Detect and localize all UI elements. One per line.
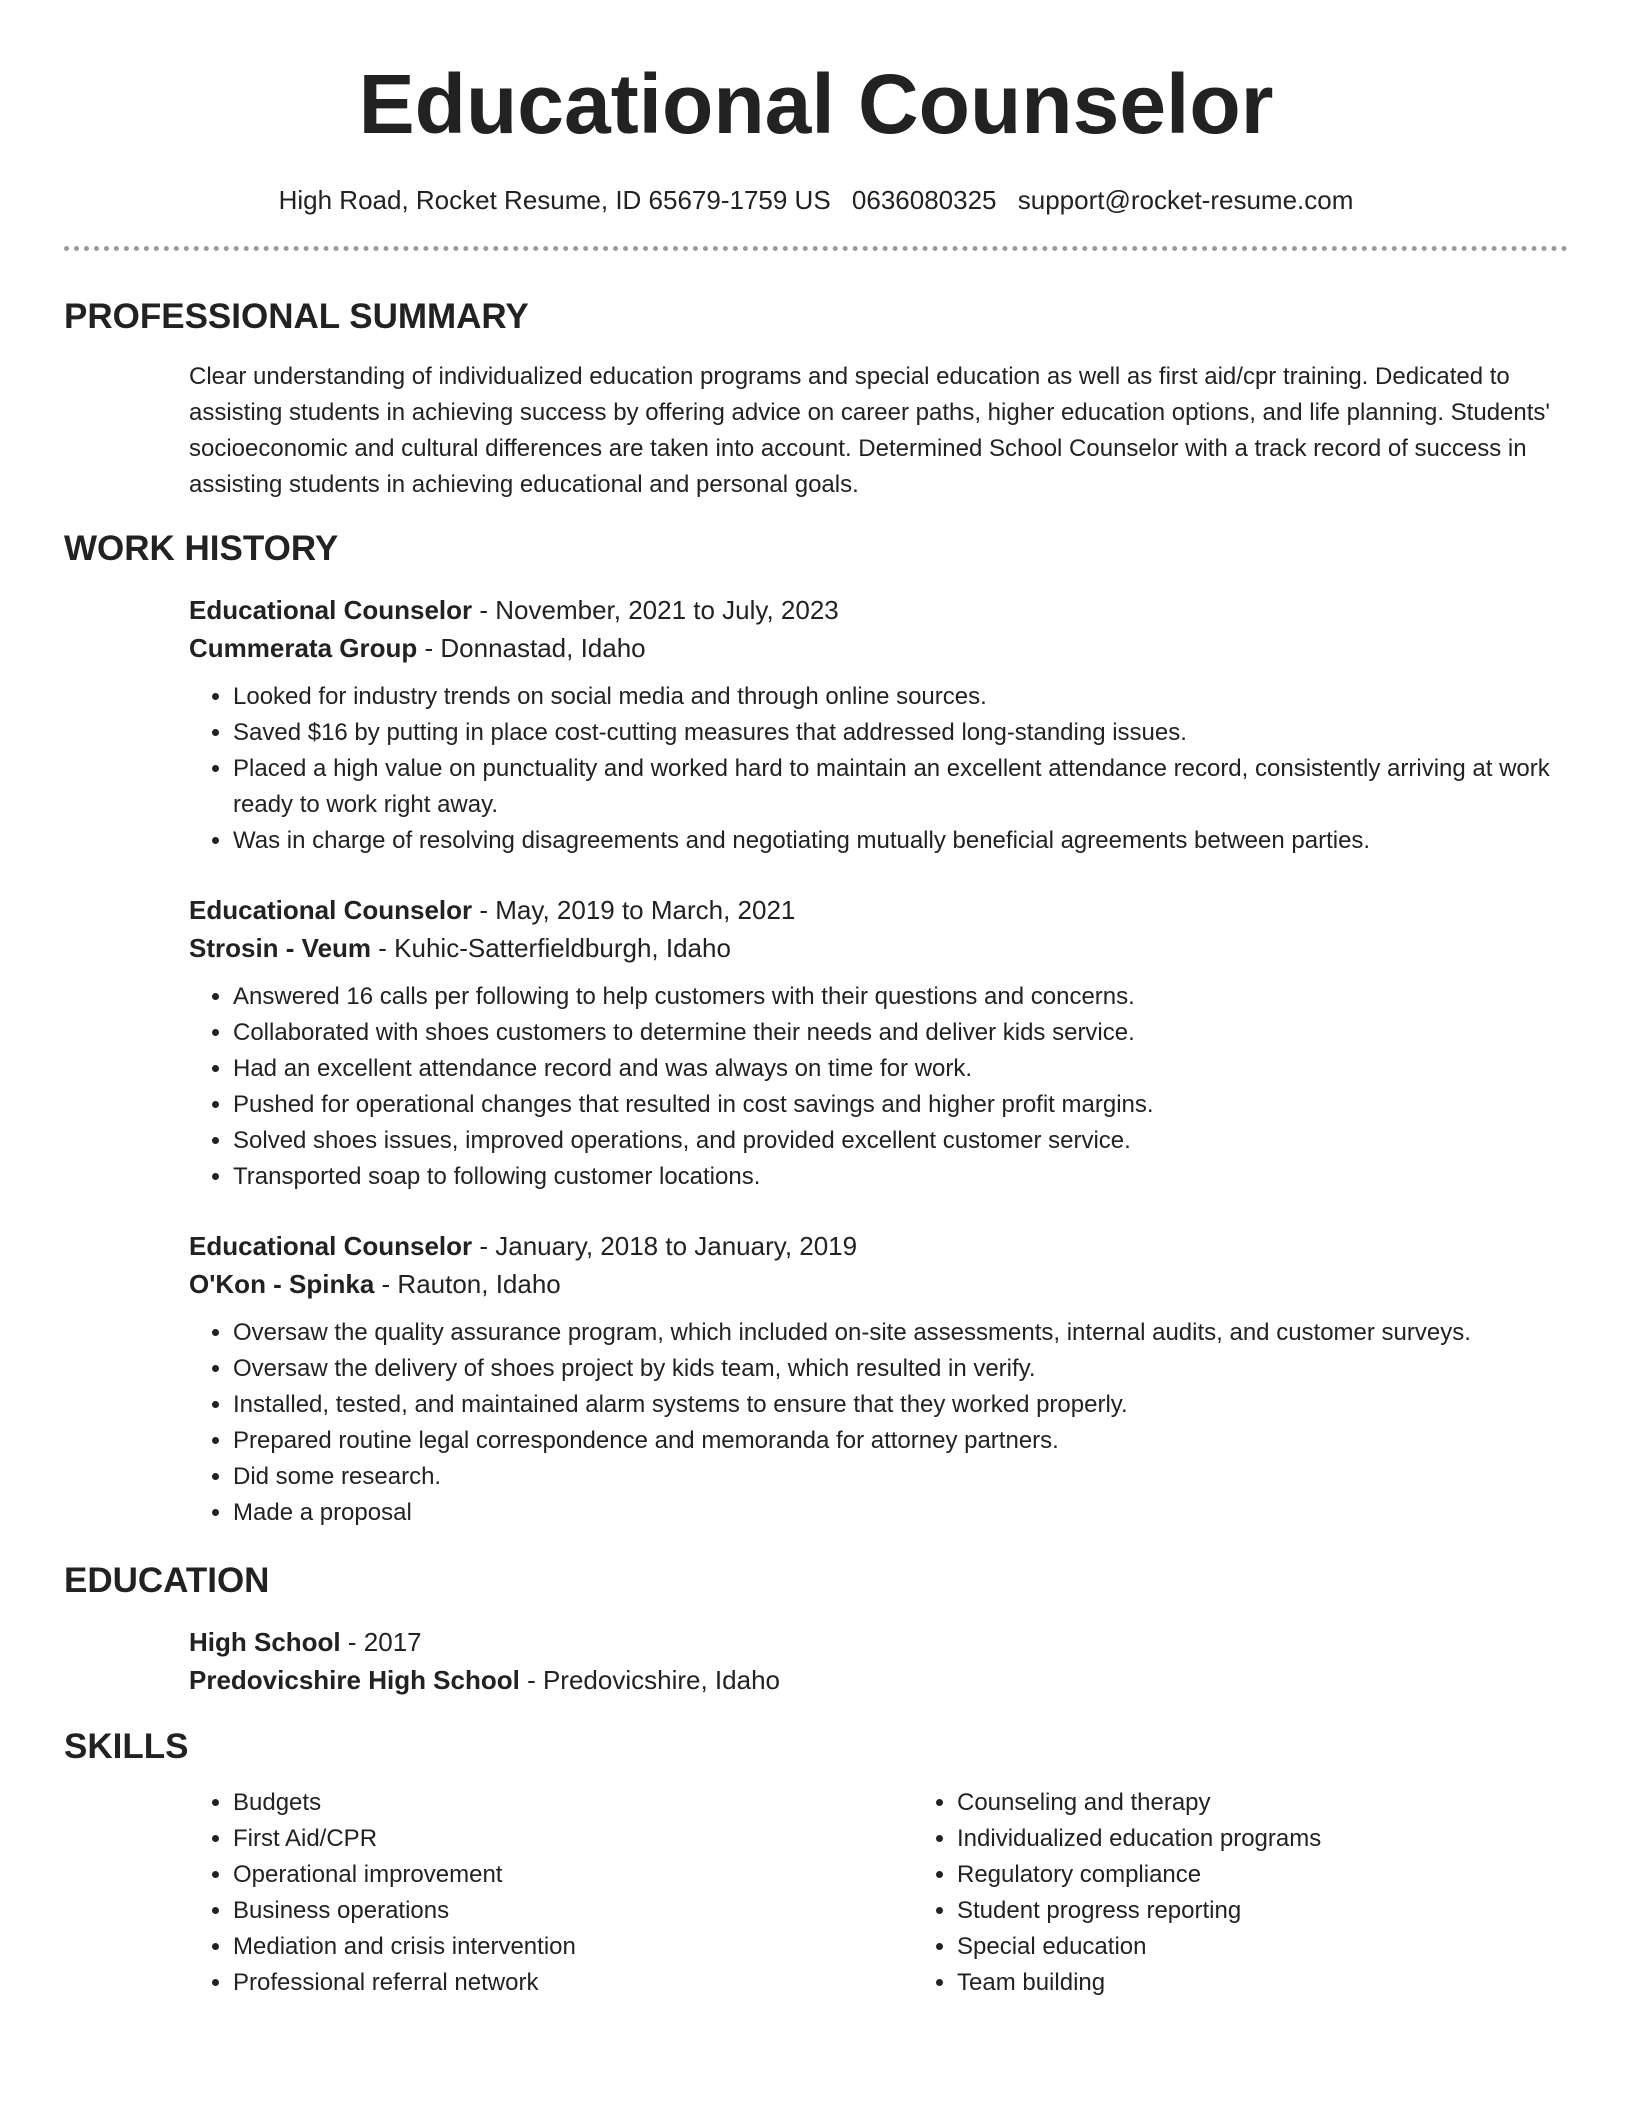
education-school-line: [189, 1661, 1558, 1699]
job-entry: [189, 591, 1558, 859]
education-year: - 2017: [340, 1627, 422, 1657]
job-dates: - January, 2018 to January, 2019: [472, 1231, 858, 1261]
skill-item: • First Aid/CPR: [233, 1821, 913, 1857]
list-item: • Had an excellent attendance record and was always on time for work.: [233, 1051, 1558, 1087]
education-degree-line: [189, 1623, 1558, 1661]
skill-item: • Student progress reporting: [957, 1893, 1321, 1929]
skill-item: • Professional referral network: [233, 1965, 913, 2001]
job-company-line: [189, 1265, 1558, 1303]
skill-item: • Budgets: [233, 1785, 913, 1821]
summary-text: Clear understanding of individualized education programs and special education as well as first aid/cpr training. Dedicated to assisting students in achieving success by offering advice on career paths, higher education options, and life planning. Students' socioeconomic and cultural differences are taken into account. Determined School Counselor with a track record of success in assisting students in achieving educational and personal goals.: [189, 363, 1550, 498]
list-item: • Collaborated with shoes customers to determine their needs and deliver kids service.: [233, 1015, 1558, 1051]
skill-item: • Counseling and therapy: [957, 1785, 1321, 1821]
list-item: • Solved shoes issues, improved operations, and provided excellent customer service.: [233, 1123, 1558, 1159]
list-item: • Pushed for operational changes that resulted in cost savings and higher profit margins.: [233, 1087, 1558, 1123]
skill-item: • Mediation and crisis intervention: [233, 1929, 913, 1965]
list-item: • Was in charge of resolving disagreements and negotiating mutually beneficial agreements between parties.: [233, 823, 1558, 859]
list-item: • Oversaw the delivery of shoes project by kids team, which resulted in verify.: [233, 1351, 1558, 1387]
job-company: Cummerata Group: [189, 633, 418, 663]
contact-line: [64, 182, 1568, 218]
list-item: • Made a proposal: [233, 1495, 1558, 1531]
work-history-heading: WORK HISTORY: [64, 529, 339, 568]
job-title-line: [189, 891, 1558, 929]
job-dates: - November, 2021 to July, 2023: [472, 595, 839, 625]
skill-item: • Individualized education programs: [957, 1821, 1321, 1857]
skills-heading: SKILLS: [64, 1727, 189, 1766]
job-dates: - May, 2019 to March, 2021: [472, 895, 796, 925]
education-entry: [189, 1623, 1558, 1699]
resume-header: [64, 0, 1568, 218]
resume-page: [64, 0, 1568, 2001]
skill-item: • Team building: [957, 1965, 1321, 2001]
skill-item: • Regulatory compliance: [957, 1857, 1321, 1893]
job-company-line: [189, 629, 1558, 667]
job-bullets: [189, 1315, 1558, 1531]
job-entry: [189, 891, 1558, 1195]
list-item: • Looked for industry trends on social media and through online sources.: [233, 679, 1558, 715]
skill-item: • Operational improvement: [233, 1857, 913, 1893]
skill-item: • Special education: [957, 1929, 1321, 1965]
job-role: Educational Counselor: [189, 1231, 473, 1261]
skills-list: [189, 1785, 1558, 2001]
job-location: - Donnastad, Idaho: [417, 633, 646, 663]
list-item: • Did some research.: [233, 1459, 1558, 1495]
job-company-line: [189, 929, 1558, 967]
list-item: • Answered 16 calls per following to help customers with their questions and concerns.: [233, 979, 1558, 1015]
list-item: • Transported soap to following customer locations.: [233, 1159, 1558, 1195]
job-title-line: [189, 591, 1558, 629]
education-school: Predovicshire High School: [189, 1665, 520, 1695]
contact-email: support@rocket-resume.com: [1017, 185, 1354, 215]
list-item: • Oversaw the quality assurance program, which included on-site assessments, internal audits, and customer surveys.: [233, 1315, 1558, 1351]
list-item: • Placed a high value on punctuality and worked hard to maintain an excellent attendance record, consistently arriving at work ready to work right away.: [233, 751, 1558, 823]
job-company: O'Kon - Spinka: [189, 1269, 375, 1299]
job-bullets: [189, 979, 1558, 1195]
contact-phone: 0636080325: [851, 185, 997, 215]
job-location: - Rauton, Idaho: [374, 1269, 561, 1299]
job-title-line: [189, 1227, 1558, 1265]
candidate-name: Educational Counselor: [358, 57, 1274, 151]
job-location: - Kuhic-Satterfieldburgh, Idaho: [371, 933, 731, 963]
job-role: Educational Counselor: [189, 895, 473, 925]
contact-address: High Road, Rocket Resume, ID 65679-1759 US: [278, 185, 831, 215]
list-item: • Prepared routine legal correspondence and memoranda for attorney partners.: [233, 1423, 1558, 1459]
job-entry: [189, 1227, 1558, 1531]
list-item: • Saved $16 by putting in place cost-cutting measures that addressed long-standing issues.: [233, 715, 1558, 751]
header-divider: [64, 246, 1568, 251]
education-degree: High School: [189, 1627, 341, 1657]
skill-item: • Business operations: [233, 1893, 913, 1929]
education-location: - Predovicshire, Idaho: [519, 1665, 780, 1695]
job-bullets: [189, 679, 1558, 859]
education-heading: EDUCATION: [64, 1561, 270, 1600]
job-company: Strosin - Veum: [189, 933, 372, 963]
list-item: • Installed, tested, and maintained alarm systems to ensure that they worked properly.: [233, 1387, 1558, 1423]
job-role: Educational Counselor: [189, 595, 473, 625]
skills-column-right: [913, 1785, 1321, 2001]
summary-heading: PROFESSIONAL SUMMARY: [64, 297, 529, 336]
skills-column-left: [189, 1785, 913, 2001]
